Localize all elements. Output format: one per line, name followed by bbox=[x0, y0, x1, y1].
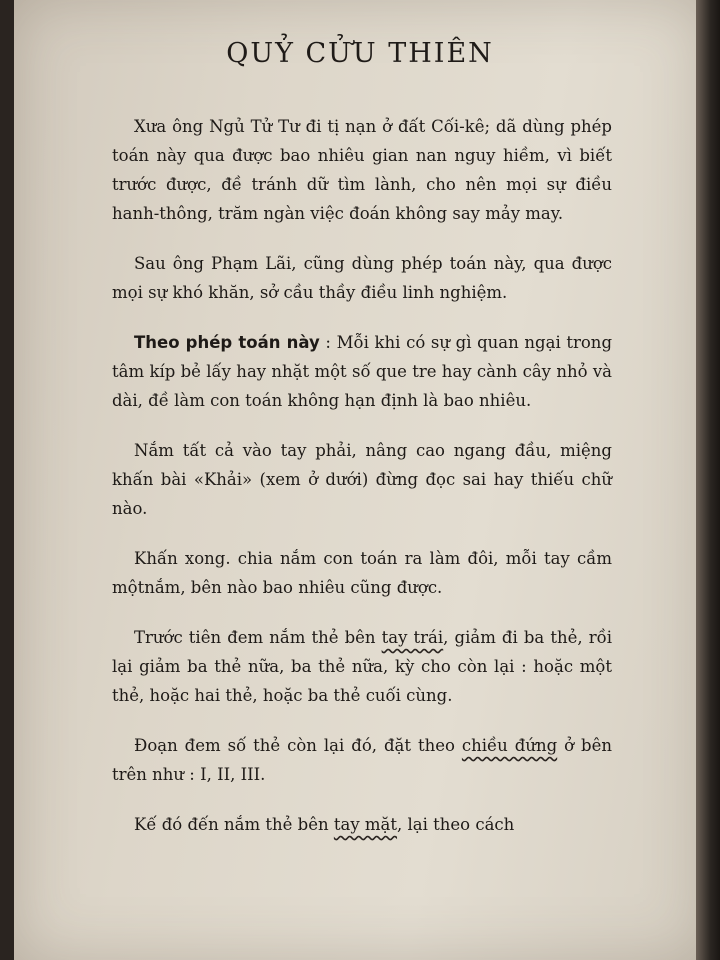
page-title: QUỶ CỬU THIÊN bbox=[226, 38, 494, 69]
paragraph-6 bbox=[112, 623, 612, 710]
paragraph-7-text-a: Đoạn đem số thẻ còn lại đó, đặt theo bbox=[134, 736, 462, 755]
vertical-direction-underlined: chiều đứng bbox=[461, 736, 558, 755]
paragraph-1: Xưa ông Ngủ Tử Tư đi tị nạn ở đất Cối-kê; dã dùng phép toán này qua được bao nhiêu gian nan nguy hiềm, vì biết trước được, đề tránh dữ tìm lành, cho nên mọi sự điều hanh-thông, trăm ngàn việc đoán không say mảy may. bbox=[112, 117, 612, 223]
paragraph-8-text-a: Kế đó đến nắm thẻ bên bbox=[134, 815, 334, 834]
paragraph-6-text-a: Trước tiên đem nắm thẻ bên bbox=[134, 628, 382, 647]
page-body bbox=[112, 112, 612, 860]
paragraph-7 bbox=[112, 731, 612, 789]
paragraph-4: Nắm tất cả vào tay phải, nâng cao ngang đầu, miệng khấn bài «Khải» (xem ở dưới) đừng đọc sai hay thiếu chữ nào. bbox=[112, 441, 612, 518]
right-hand-underlined: tay mặt bbox=[333, 815, 398, 834]
left-hand-underlined: tay trái bbox=[381, 628, 444, 647]
paragraph-3-text: : Mỗi khi có sự gì quan ngại trong tâm kíp bẻ lấy hay nhặt một số que tre hay cành cây nhỏ và dài, đề làm con toán không hạn định là bao nhiêu. bbox=[112, 333, 613, 410]
paragraph-5: Khấn xong. chia nắm con toán ra làm đôi, mỗi tay cầm mộtnắm, bên nào bao nhiêu cũng được. bbox=[112, 549, 612, 597]
paragraph-8-text-b: , lại theo cách bbox=[397, 815, 515, 834]
method-heading: Theo phép toán này bbox=[134, 333, 320, 352]
paragraph-8 bbox=[112, 810, 612, 839]
paragraph-6-text-b: , giảm đi ba thẻ, rồi lại giảm ba thẻ nữa, ba thẻ nữa, kỳ cho còn lại : hoặc một thẻ, hoặc hai thẻ, hoặc ba thẻ cuối cùng. bbox=[112, 628, 612, 705]
book-page bbox=[14, 0, 706, 960]
page-edge-shadow bbox=[696, 0, 720, 960]
paragraph-2: Sau ông Phạm Lãi, cũng dùng phép toán này, qua được mọi sự khó khăn, sở cầu thầy điều linh nghiệm. bbox=[112, 254, 612, 302]
paragraph-7-text-b: ở bên trên như : I, II, III. bbox=[112, 736, 612, 784]
paragraph-3 bbox=[112, 328, 612, 415]
